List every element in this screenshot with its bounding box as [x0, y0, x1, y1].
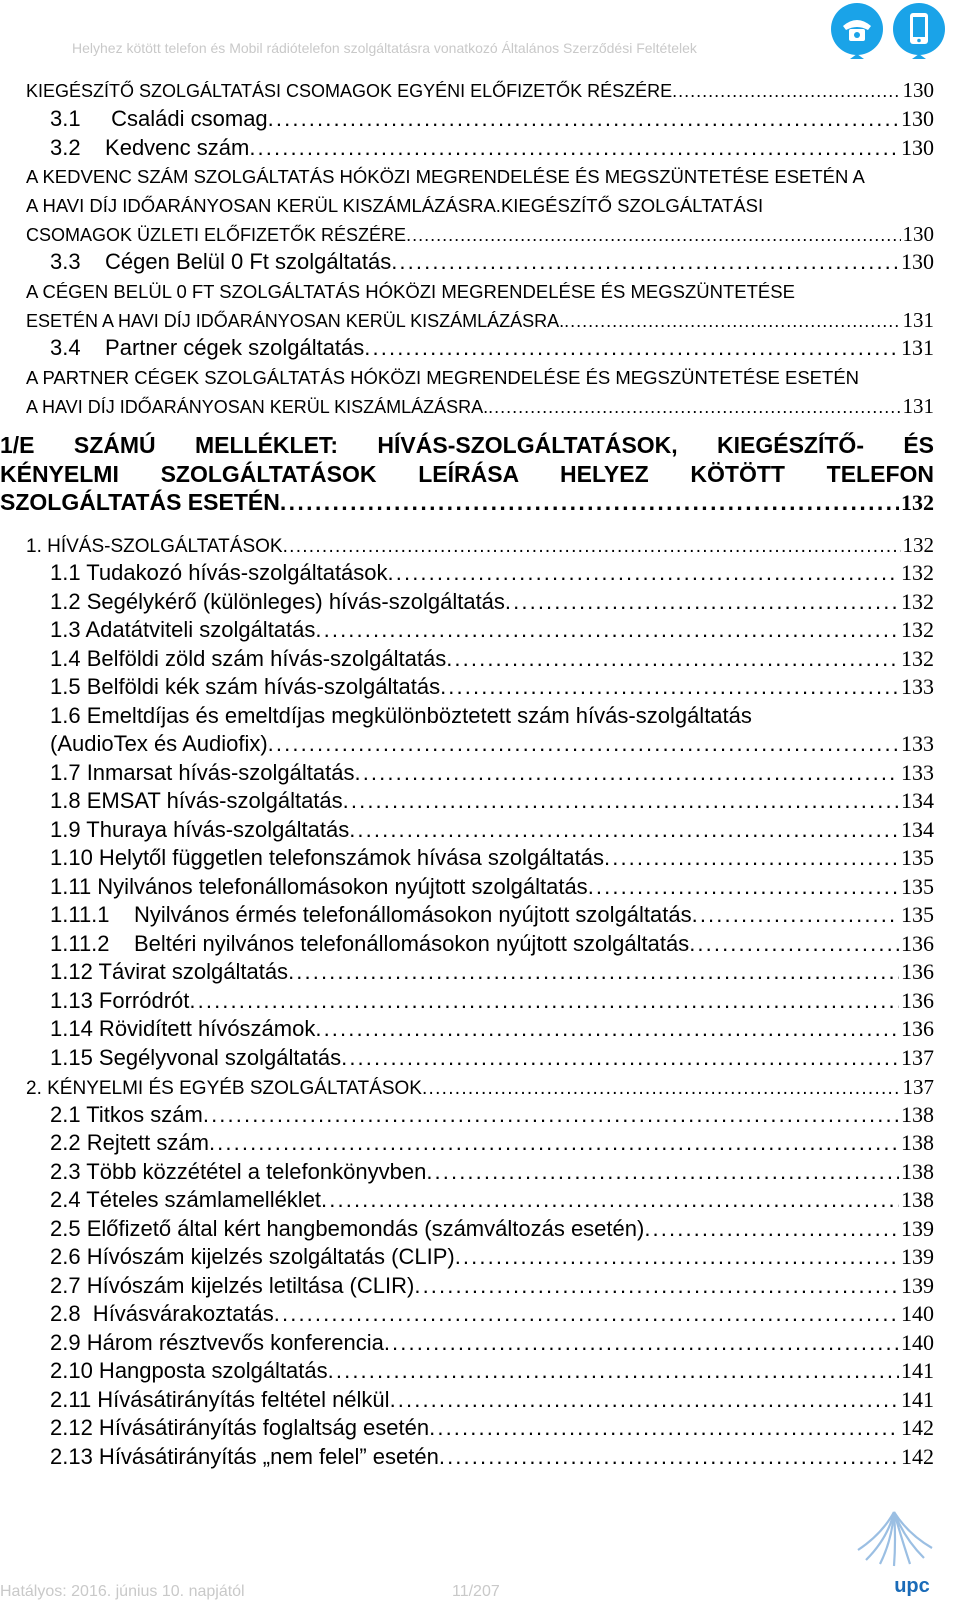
toc-entry[interactable]: 2.1 Titkos szám . . . 138 — [50, 1102, 934, 1128]
toc-entry[interactable]: A HAVI DÍJ IDŐARÁNYOSAN KERÜL KISZÁMLÁZÁSRA. . . . 131 — [26, 394, 934, 419]
toc-entry[interactable]: 1. HÍVÁS-SZOLGÁLTATÁSOK . . . 132 — [26, 533, 934, 558]
toc-entry[interactable]: 1.11 Nyilvános telefonállomásokon nyújtott szolgáltatás . . . 135 — [50, 874, 934, 900]
toc-entry-text: A HAVI DÍJ IDŐARÁNYOSAN KERÜL KISZÁMLÁZÁSRA.KIEGÉSZÍTŐ SZOLGÁLTATÁSI — [26, 195, 764, 216]
toc-entry[interactable]: 2.7 Hívószám kijelzés letiltása (CLIR) . . . 139 — [50, 1273, 934, 1299]
toc-entry[interactable]: 2.2 Rejtett szám . . . 138 — [50, 1130, 934, 1156]
toc-entry-text: 1.6 Emeltdíjas és emeltdíjas megkülönböztetett szám hívás-szolgáltatás — [50, 703, 752, 728]
toc-entry[interactable]: 1.11.2 Beltéri nyilvános telefonállomásokon nyújtott szolgáltatás . . . 136 — [50, 931, 934, 957]
toc-entry[interactable]: ESETÉN A HAVI DÍJ IDŐARÁNYOSAN KERÜL KISZÁMLÁZÁSRA. . . . 131 — [26, 308, 934, 333]
toc-entry[interactable]: 1.3 Adatátviteli szolgáltatás . . . 132 — [50, 617, 934, 643]
toc-entry[interactable]: 2.8 Hívásvárakoztatás . . . 140 — [50, 1301, 934, 1327]
toc-entry[interactable]: 2.12 Hívásátirányítás foglaltság esetén . . . 142 — [50, 1415, 934, 1441]
toc-entry[interactable]: 2.10 Hangposta szolgáltatás . . . 141 — [50, 1358, 934, 1384]
upc-logo-text: upc — [894, 1575, 930, 1597]
toc-entry[interactable]: 2.11 Hívásátirányítás feltétel nélkül . . . 141 — [50, 1387, 934, 1413]
toc-entry[interactable]: 3.3 Cégen Belül 0 Ft szolgáltatás . . . 130 — [50, 249, 934, 275]
toc-entry-text: A PARTNER CÉGEK SZOLGÁLTATÁS HÓKÖZI MEGRENDELÉSE ÉS MEGSZÜNTETÉSE ESETÉN — [26, 367, 860, 388]
telephone-icon — [828, 2, 886, 60]
mobile-phone-icon — [890, 2, 948, 60]
toc-entry[interactable]: 2.3 Több közzététel a telefonkönyvben . . . 138 — [50, 1159, 934, 1185]
toc-entry[interactable]: 1.2 Segélykérő (különleges) hívás-szolgáltatás . . . 132 — [50, 589, 934, 615]
toc-entry[interactable]: 1.7 Inmarsat hívás-szolgáltatás . . . 133 — [50, 760, 934, 786]
toc-entry[interactable]: 2.6 Hívószám kijelzés szolgáltatás (CLIP) . . . 139 — [50, 1244, 934, 1270]
toc-entry[interactable]: KIEGÉSZÍTŐ SZOLGÁLTATÁSI CSOMAGOK EGYÉNI ELŐFIZETŐK RÉSZÉRE . . . 130 — [26, 78, 934, 103]
toc-entry-text: A KEDVENC SZÁM SZOLGÁLTATÁS HÓKÖZI MEGRENDELÉSE ÉS MEGSZÜNTETÉSE ESETÉN A — [26, 166, 865, 187]
annex-heading-line: 1/E SZÁMÚ MELLÉKLET: HÍVÁS-SZOLGÁLTATÁSOK, KIEGÉSZÍTŐ- ÉS — [0, 432, 934, 458]
annex-heading-line: KÉNYELMI SZOLGÁLTATÁSOK LEÍRÁSA HELYEZ KÖTÖTT TELEFON — [0, 461, 934, 487]
toc-entry[interactable]: 1.13 Forródrót . . . 136 — [50, 988, 934, 1014]
toc-entry[interactable]: 3.1 Családi csomag . . . 130 — [50, 106, 934, 132]
toc-entry[interactable]: SZOLGÁLTATÁS ESETÉN . . . 132 — [0, 489, 934, 516]
toc-entry[interactable]: 2. KÉNYELMI ÉS EGYÉB SZOLGÁLTATÁSOK . . . 137 — [26, 1075, 934, 1100]
toc-entry[interactable]: 3.2 Kedvenc szám . . . 130 — [50, 135, 934, 161]
toc-entry[interactable]: 3.4 Partner cégek szolgáltatás . . . 131 — [50, 335, 934, 361]
toc-entry[interactable]: 1.15 Segélyvonal szolgáltatás . . . 137 — [50, 1045, 934, 1071]
toc-entry[interactable]: 2.9 Három résztvevős konferencia . . . 140 — [50, 1330, 934, 1356]
toc-entry[interactable]: 1.4 Belföldi zöld szám hívás-szolgáltatás . . . 132 — [50, 646, 934, 672]
toc-entry[interactable]: 1.9 Thuraya hívás-szolgáltatás . . . 134 — [50, 817, 934, 843]
toc-entry[interactable]: 1.10 Helytől független telefonszámok hívása szolgáltatás . . . 135 — [50, 845, 934, 871]
toc-entry-text: A CÉGEN BELÜL 0 FT SZOLGÁLTATÁS HÓKÖZI MEGRENDELÉSE ÉS MEGSZÜNTETÉSE — [26, 281, 795, 302]
toc-entry[interactable]: 2.13 Hívásátirányítás „nem felel” esetén . . . 142 — [50, 1444, 934, 1470]
toc-entry[interactable]: 1.11.1 Nyilvános érmés telefonállomásokon nyújtott szolgáltatás . . . 135 — [50, 902, 934, 928]
page-number: 11/207 — [452, 1583, 500, 1600]
upc-logo — [852, 1498, 936, 1598]
toc-entry[interactable]: (AudioTex és Audiofix) . . . 133 — [50, 731, 934, 757]
toc-entry[interactable]: 1.5 Belföldi kék szám hívás-szolgáltatás . . . 133 — [50, 674, 934, 700]
document-header: Helyhez kötött telefon és Mobil rádiótelefon szolgáltatásra vonatkozó Általános Szerződési Feltételek — [72, 40, 697, 56]
toc-entry[interactable]: 1.1 Tudakozó hívás-szolgáltatások . . . 132 — [50, 560, 934, 586]
effective-date: Hatályos: 2016. június 10. napjától — [0, 1583, 245, 1600]
toc-entry[interactable]: 1.8 EMSAT hívás-szolgáltatás . . . 134 — [50, 788, 934, 814]
toc-entry[interactable]: 1.14 Rövidített hívószámok . . . 136 — [50, 1016, 934, 1042]
toc-entry[interactable]: 2.4 Tételes számlamelléklet . . . 138 — [50, 1187, 934, 1213]
toc-entry[interactable]: 2.5 Előfizető által kért hangbemondás (számváltozás esetén) . . . 139 — [50, 1216, 934, 1242]
toc-entry[interactable]: CSOMAGOK ÜZLETI ELŐFIZETŐK RÉSZÉRE . . . 130 — [26, 222, 934, 247]
toc-entry[interactable]: 1.12 Távirat szolgáltatás . . . 136 — [50, 959, 934, 985]
